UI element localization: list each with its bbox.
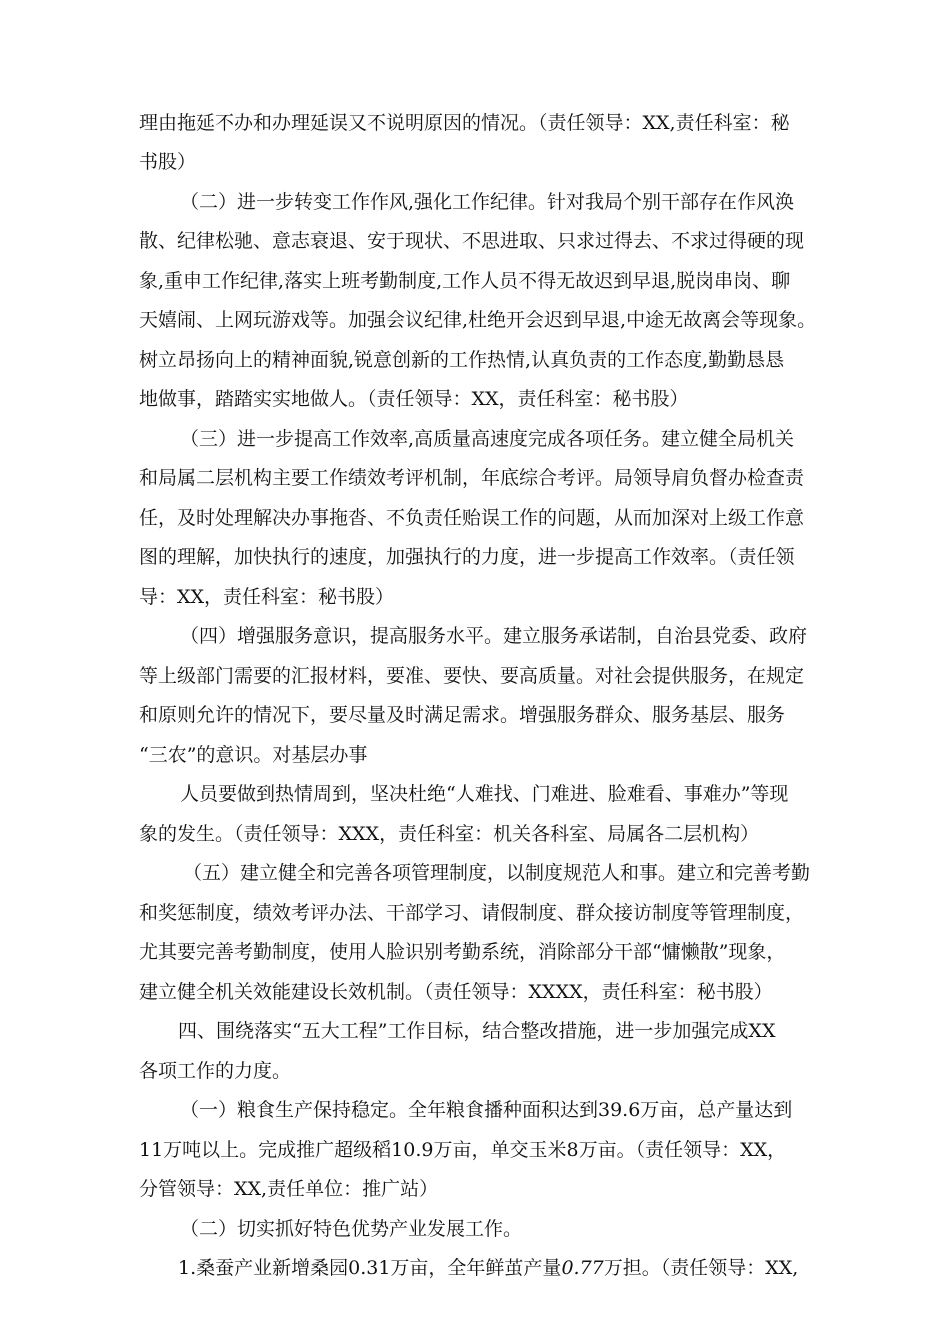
text-line xyxy=(0,1250,950,1286)
text-line: 人员要做到热情周到，坚决杜绝“人难找、门难进、脸难看、事难办”等现 xyxy=(180,783,789,805)
text-line: 11万吨以上。完成推广超级稻10.9万亩，单交玉米8万亩。（责任领导：XX， xyxy=(139,1139,787,1161)
text-run: 1.桑蚕产业新增桑园0.31万亩，全年鲜茧产量 xyxy=(178,1257,562,1279)
text-line: “三农”的意识。对基层办事 xyxy=(139,744,368,766)
text-line: 地做事，踏踏实实地做人。（责任领导：XX，责任科室：秘书股） xyxy=(139,388,689,410)
text-line: 分管领导：XX,责任单位：推广站） xyxy=(139,1178,439,1200)
text-line: 象的发生。（责任领导：XXX，责任科室：机关各科室、局属各二层机构） xyxy=(139,823,760,845)
text-line: 等上级部门需要的汇报材料，要准、要快、要高质量。对社会提供服务，在规定 xyxy=(139,665,805,687)
text-line: 导：XX，责任科室：秘书股） xyxy=(139,586,395,608)
text-line: 理由拖延不办和办理延误又不说明原因的情况。（责任领导：XX,责任科室：秘 xyxy=(139,112,790,134)
text-line: 和局属二层机构主要工作绩效考评机制，年底综合考评。局领导肩负督办检查责 xyxy=(139,467,805,489)
text-line: （三）进一步提高工作效率,高质量高速度完成各项任务。建立健全局机关 xyxy=(180,428,795,450)
text-line: 任，及时处理解决办事拖沓、不负责任贻误工作的问题，从而加深对上级工作意 xyxy=(139,507,805,529)
text-run: 万担。（责任领导：XX, xyxy=(603,1257,799,1279)
text-line: （二）切实抓好特色优势产业发展工作。 xyxy=(180,1218,523,1240)
text-line: 尤其要完善考勤制度，使用人脸识别考勤系统，消除部分干部“慵懒散”现象， xyxy=(139,941,786,963)
text-line: 四、围绕落实“五大工程”工作目标，结合整改措施，进一步加强完成XX xyxy=(178,1020,776,1042)
text-line: 书股） xyxy=(139,151,197,173)
text-line: （四）增强服务意识，提高服务水平。建立服务承诺制，自治县党委、政府 xyxy=(180,625,808,647)
italic-number: 0.77 xyxy=(561,1257,604,1279)
text-line: 天嬉闹、上网玩游戏等。加强会议纪律,杜绝开会迟到早退,中途无故离会等现象。 xyxy=(139,309,817,331)
text-line: （一）粮食生产保持稳定。全年粮食播种面积达到39.6万亩，总产量达到 xyxy=(180,1099,793,1121)
text-line: 图的理解，加快执行的速度，加强执行的力度，进一步提高工作效率。（责任领 xyxy=(139,546,795,568)
text-line: 树立昂扬向上的精神面貌,锐意创新的工作热情,认真负责的工作态度,勤勤恳恳 xyxy=(139,349,785,371)
text-line: 和原则允许的情况下，要尽量及时满足需求。增强服务群众、服务基层、服务 xyxy=(139,704,786,726)
text-line: 象,重申工作纪律,落实上班考勤制度,工作人员不得无故迟到早退,脱岗串岗、聊 xyxy=(139,270,791,292)
text-line: 散、纪律松驰、意志衰退、安于现状、不思进取、只求过得去、不求过得硬的现 xyxy=(139,230,805,252)
text-line: 和奖惩制度，绩效考评办法、干部学习、请假制度、群众接访制度等管理制度， xyxy=(139,902,805,924)
text-line: 各项工作的力度。 xyxy=(139,1060,292,1082)
text-line: （二）进一步转变工作作风,强化工作纪律。针对我局个别干部存在作风涣 xyxy=(180,191,795,213)
text-line: 建立健全机关效能建设长效机制。（责任领导：XXXX，责任科室：秘书股） xyxy=(139,981,773,1003)
text-line: （五）建立健全和完善各项管理制度，以制度规范人和事。建立和完善考勤 xyxy=(183,862,811,884)
